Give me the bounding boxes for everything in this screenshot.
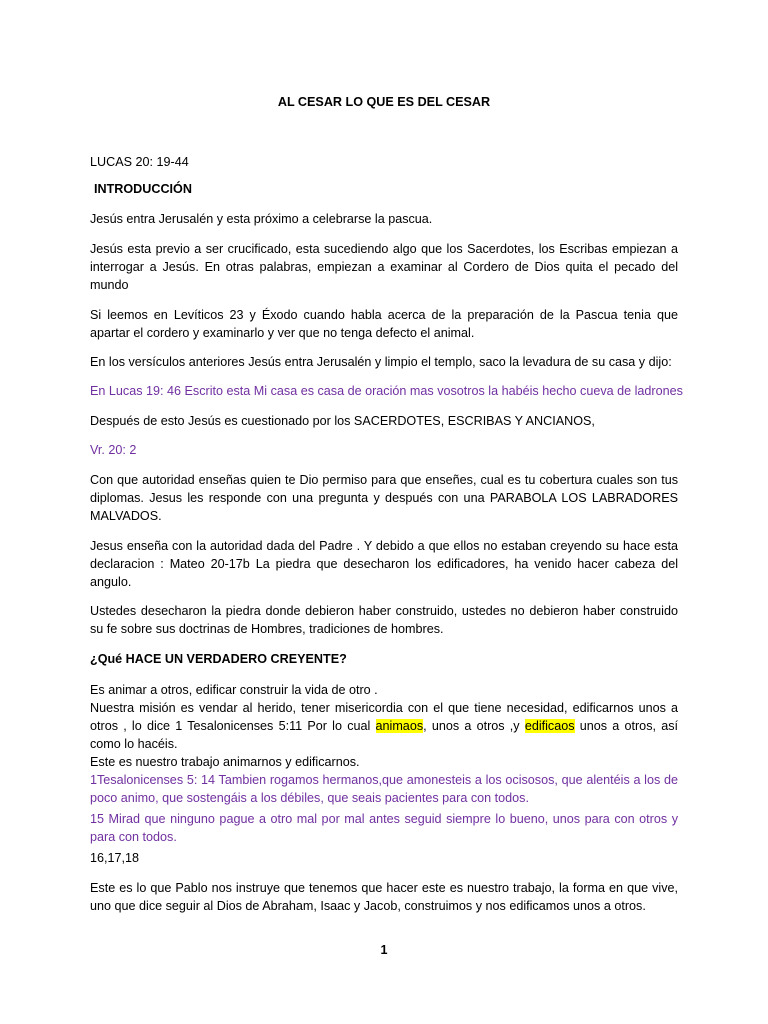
page-number: 1 (380, 943, 388, 957)
verse-lucas-19-46: En Lucas 19: 46 Escrito esta Mi casa es casa de oración mas vosotros la habéis hecho cueva de ladrones (90, 384, 683, 398)
paragraph-9-text-c: unos a otros, así como lo hacéis. (90, 719, 678, 751)
highlight-animaos: animaos (375, 719, 424, 733)
paragraph-6: Con que autoridad enseñas quien te Dio permiso para que enseñes, cual es tu cobertura cuales son tus diplomas. Jesus les responde con una pregunta y después con una PARABOLA LOS LABRADORES MALVADOS. (90, 473, 678, 523)
paragraph-9-body (90, 699, 678, 753)
verse-1-tesalonicenses-5-14: 1Tesalonicenses 5: 14 Tambien rogamos hermanos,que amonesteis a los ocisosos, que alentéis a los de poco animo, que sostengáis a los débiles, que seais pacientes para con todos. (90, 773, 678, 805)
paragraph-2: Jesús esta previo a ser crucificado, esta sucediendo algo que los Sacerdotes, los Escribas empiezan a interrogar a Jesús. En otras palabras, empiezan a examinar al Cordero de Dios quita el pecado del mundo (90, 242, 678, 292)
highlight-edificaos: edificaos (524, 719, 575, 733)
paragraph-4: En los versículos anteriores Jesús entra Jerusalén y limpio el templo, saco la levadura de su casa y dijo: (90, 355, 672, 369)
scripture-reference: LUCAS 20: 19-44 (90, 155, 189, 169)
intro-heading: INTRODUCCIÓN (94, 182, 192, 196)
verses-reference-16-18: 16,17,18 (90, 851, 140, 865)
paragraph-8: Ustedes desecharon la piedra donde debieron haber construido, ustedes no debieron haber construido su fe sobre sus doctrinas de Hombres, tradiciones de hombres. (90, 604, 678, 636)
section-heading-creyente: ¿Qué HACE UN VERDADERO CREYENTE? (90, 652, 347, 666)
paragraph-5: Después de esto Jesús es cuestionado por los SACERDOTES, ESCRIBAS Y ANCIANOS, (90, 414, 595, 428)
verse-ref-20-2: Vr. 20: 2 (90, 443, 137, 457)
paragraph-1: Jesús entra Jerusalén y esta próximo a celebrarse la pascua. (90, 212, 433, 226)
paragraph-9-line-1: Es animar a otros, edificar construir la vida de otro . (90, 683, 378, 697)
paragraph-9-text-b: , unos a otros ,y (423, 719, 525, 733)
paragraph-7: Jesus enseña con la autoridad dada del Padre . Y debido a que ellos no estaban creyendo su hace esta declaracion : Mateo 20-17b La piedra que desecharon los edificadores, ha venido hacer cabeza del angulo. (90, 539, 678, 589)
paragraph-3: Si leemos en Levíticos 23 y Éxodo cuando habla acerca de la preparación de la Pascua tenia que apartar el cordero y examinarlo y ver que no tenga defecto el animal. (90, 308, 678, 340)
paragraph-10: Este es lo que Pablo nos instruye que tenemos que hacer este es nuestro trabajo, la forma en que vive, uno que dice seguir al Dios de Abraham, Isaac y Jacob, construimos y nos edificamos unos a otros. (90, 881, 678, 913)
paragraph-9-last-line: Este es nuestro trabajo animarnos y edificarnos. (90, 755, 360, 769)
verse-15: 15 Mirad que ninguno pague a otro mal por mal antes seguid siempre lo bueno, unos para con otros y para con todos. (90, 812, 678, 844)
document-title: AL CESAR LO QUE ES DEL CESAR (277, 95, 491, 109)
paragraph-9-text-a: Nuestra misión es vendar al herido, tener misericordia con el que tiene necesidad, edificarnos unos a otros , lo dice 1 Tesalonicenses 5:11 Por lo cual (90, 701, 678, 733)
